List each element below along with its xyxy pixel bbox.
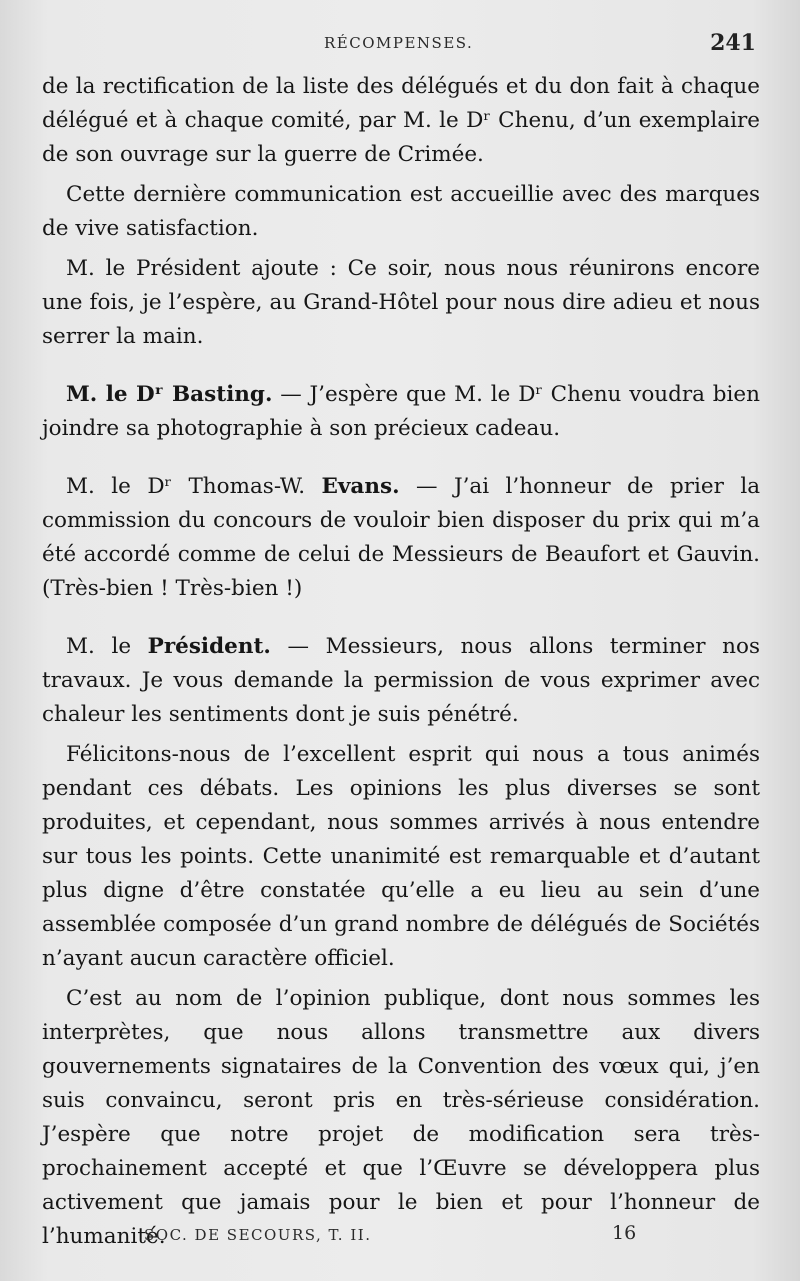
body-text: [42, 70, 760, 1254]
signature-mark: SOC. DE SECOURS, T. II.: [144, 1226, 372, 1244]
page-number: 241: [710, 30, 756, 56]
running-head: [0, 30, 800, 60]
speech-president: — Messieurs, nous allons terminer nos travaux. Je vous demande la permission de vous exprimer avec chaleur les sentiments dont je suis pénétré.: [42, 634, 761, 727]
speaker-evans: Evans.: [321, 474, 400, 499]
paragraph-felicitons: Félicitons-nous de l’excellent esprit qui nous a tous animés pendant ces débats. Les opinions les plus diverses se sont produites, et cependant, nous sommes arrivés à nous entendre sur tous les points. Cette unanimité est remarquable et d’autant plus digne d’être constatée qu’elle a eu lieu au sein d’une assemblée composée d’un grand nombre de délégués de Sociétés n’ayant aucun caractère officiel.: [42, 742, 760, 971]
speaker-president-prefix: M. le: [66, 634, 148, 659]
speaker-evans-prefix: M. le Dʳ Thomas-W.: [66, 474, 322, 499]
speech-evans: — J’ai l’honneur de prier la commission du concours de vouloir bien disposer du prix qui m’a été accordé comme de celui de Messieurs de Beaufort et Gauvin. (Très-bien ! Très-bien !): [42, 474, 761, 601]
paragraph-opinion-publique: C’est au nom de l’opinion publique, dont nous sommes les interprètes, que nous allons transmettre aux divers gouvernements signataires de la Convention des vœux qui, j’en suis convaincu, seront pris en très-sérieuse considération. J’espère que notre projet de modification sera très-prochainement accepté et que l’Œuvre se développera plus activement que jamais pour le bien et pour l’honneur de l’humanité.: [42, 986, 760, 1249]
paragraph-communication: Cette dernière communication est accueillie avec des marques de vive satisfaction.: [42, 182, 760, 241]
paragraph-basting: [42, 378, 760, 446]
speech-basting: — J’espère que M. le Dʳ Chenu voudra bien joindre sa photographie à son précieux cadeau.: [42, 382, 760, 441]
sheet-number: 16: [612, 1222, 637, 1244]
page-footer: [0, 1222, 800, 1252]
paragraph-president-adds: M. le Président ajoute : Ce soir, nous nous réunirons encore une fois, je l’espère, au Grand-Hôtel pour nous dire adieu et nous serrer la main.: [42, 256, 760, 349]
paragraph-continuation: de la rectification de la liste des délégués et du don fait à chaque délégué et à chaque comité, par M. le Dʳ Chenu, d’un exemplaire de son ouvrage sur la guerre de Crimée.: [42, 74, 760, 167]
running-title: RÉCOMPENSES.: [324, 34, 474, 52]
paragraph-president: [42, 630, 760, 732]
speaker-basting: M. le Dʳ Basting.: [66, 382, 273, 407]
speaker-president: Président.: [147, 634, 271, 659]
paragraph-evans: [42, 470, 760, 606]
